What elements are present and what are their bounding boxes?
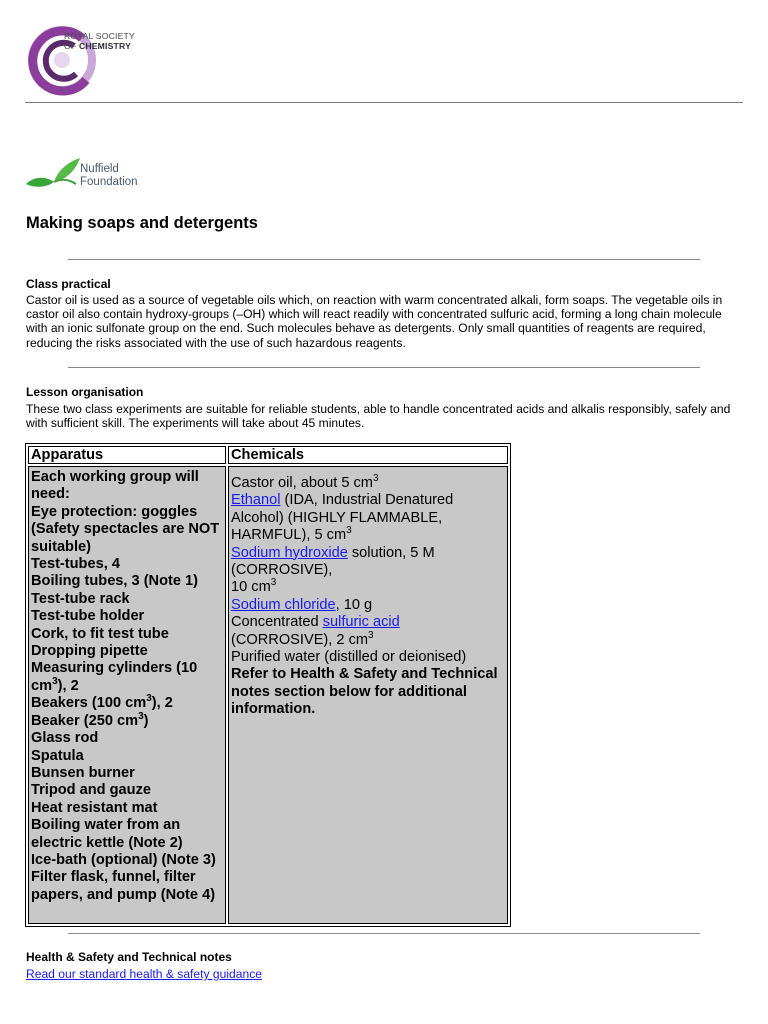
lesson-organisation-heading: Lesson organisation bbox=[26, 385, 144, 399]
apparatus-item: Test-tube rack bbox=[31, 590, 130, 607]
nuffield-logo-text: Nuffield Foundation bbox=[80, 163, 138, 188]
class-practical-text: Castor oil is used as a source of vegetable oils which, on reaction with warm concentrated alkali, form soaps. The vegetable oils in castor oil also contain hydroxy-groups (–OH) which will react readily with concentrated sulfuric acid, forming a long chain molecule with an ionic sulfonate group on the end. Such molecules behave as detergents. Only small quantities of reagents are required, reducing the risks associated with the use of such hazardous reagents. bbox=[26, 293, 723, 350]
apparatus-item: Spatula bbox=[31, 747, 84, 764]
chemical-item: Ethanol (IDA, Industrial Denatured Alcohol) (HIGHLY FLAMMABLE, HARMFUL), 5 $cm^3$ bbox=[231, 492, 454, 544]
apparatus-item: Boiling water from an electric kettle (Note 2) bbox=[31, 817, 183, 851]
section-divider bbox=[68, 259, 700, 260]
chemical-item: Sodium hydroxide solution, 5 M (CORROSIVE), bbox=[231, 544, 435, 579]
chemicals-cell bbox=[228, 466, 508, 924]
sodium-hydroxide-link[interactable]: Sodium hydroxide bbox=[231, 544, 348, 561]
apparatus-item: Eye protection: goggles (Safety spectacles are NOT suitable) bbox=[31, 503, 220, 555]
chemicals-header: Chemicals bbox=[228, 446, 508, 464]
section-divider bbox=[68, 933, 700, 934]
chemical-item: Castor oil, about 5 $cm^3$ bbox=[231, 473, 379, 491]
chemical-item: 10 $cm^3$ bbox=[231, 577, 277, 596]
chemical-item: (CORROSIVE), 2 $cm^3$ bbox=[231, 629, 374, 648]
apparatus-item: Test-tubes, 4 bbox=[31, 556, 120, 573]
page-title: Making soaps and detergents bbox=[26, 214, 258, 232]
apparatus-item: Beaker (250 $cm^3$) bbox=[31, 710, 149, 729]
refer-note: Refer to Health & Safety and Technical notes section below for additional information. bbox=[231, 666, 498, 718]
apparatus-item: Filter flask, funnel, filter papers, and pump (Note 4) bbox=[31, 869, 216, 903]
apparatus-item: Heat resistant mat bbox=[31, 799, 158, 816]
apparatus-header: Apparatus bbox=[28, 446, 226, 464]
rsc-logo-text: ROYAL SOCIETY OF CHEMISTRY bbox=[64, 31, 135, 51]
chemical-item: Purified water (distilled or deionised) bbox=[231, 649, 467, 666]
apparatus-item: Boiling tubes, 3 (Note 1) bbox=[31, 573, 199, 590]
header-divider bbox=[25, 102, 743, 103]
section-divider bbox=[68, 367, 700, 368]
ethanol-link[interactable]: Ethanol bbox=[231, 492, 281, 509]
apparatus-item: Ice-bath (optional) (Note 3) bbox=[31, 851, 216, 868]
chemical-item: Sodium chloride, 10 g bbox=[231, 596, 373, 613]
apparatus-item: Each working group will need: bbox=[31, 469, 199, 503]
health-safety-heading: Health & Safety and Technical notes bbox=[26, 950, 232, 964]
apparatus-item: Cork, to fit test tube bbox=[31, 625, 169, 642]
sulfuric-acid-link[interactable]: sulfuric acid bbox=[322, 614, 400, 631]
apparatus-item: Tripod and gauze bbox=[31, 782, 151, 799]
health-safety-guidance-link[interactable]: Read our standard health & safety guidance bbox=[26, 967, 262, 981]
lesson-organisation-text: These two class experiments are suitable for reliable students, able to handle concentrated acids and alkalis responsibly, safely and with sufficient skill. The experiments will take about 45 minutes. bbox=[26, 402, 731, 431]
nuffield-leaf-logo bbox=[24, 150, 84, 194]
apparatus-item: Bunsen burner bbox=[31, 764, 135, 781]
apparatus-cell bbox=[28, 466, 226, 924]
apparatus-item: Dropping pipette bbox=[31, 643, 148, 660]
apparatus-item: Beakers (100 $cm^3$), 2 bbox=[31, 693, 173, 712]
class-practical-heading: Class practical bbox=[26, 277, 111, 291]
apparatus-item: Glass rod bbox=[31, 730, 99, 747]
chemical-item: Concentrated sulfuric acid bbox=[231, 614, 400, 631]
apparatus-chemicals-table bbox=[25, 443, 511, 927]
apparatus-item: Test-tube holder bbox=[31, 608, 145, 625]
sodium-chloride-link[interactable]: Sodium chloride bbox=[231, 596, 336, 613]
apparatus-item: Measuring cylinders (10 $cm^3$), 2 bbox=[31, 660, 198, 694]
